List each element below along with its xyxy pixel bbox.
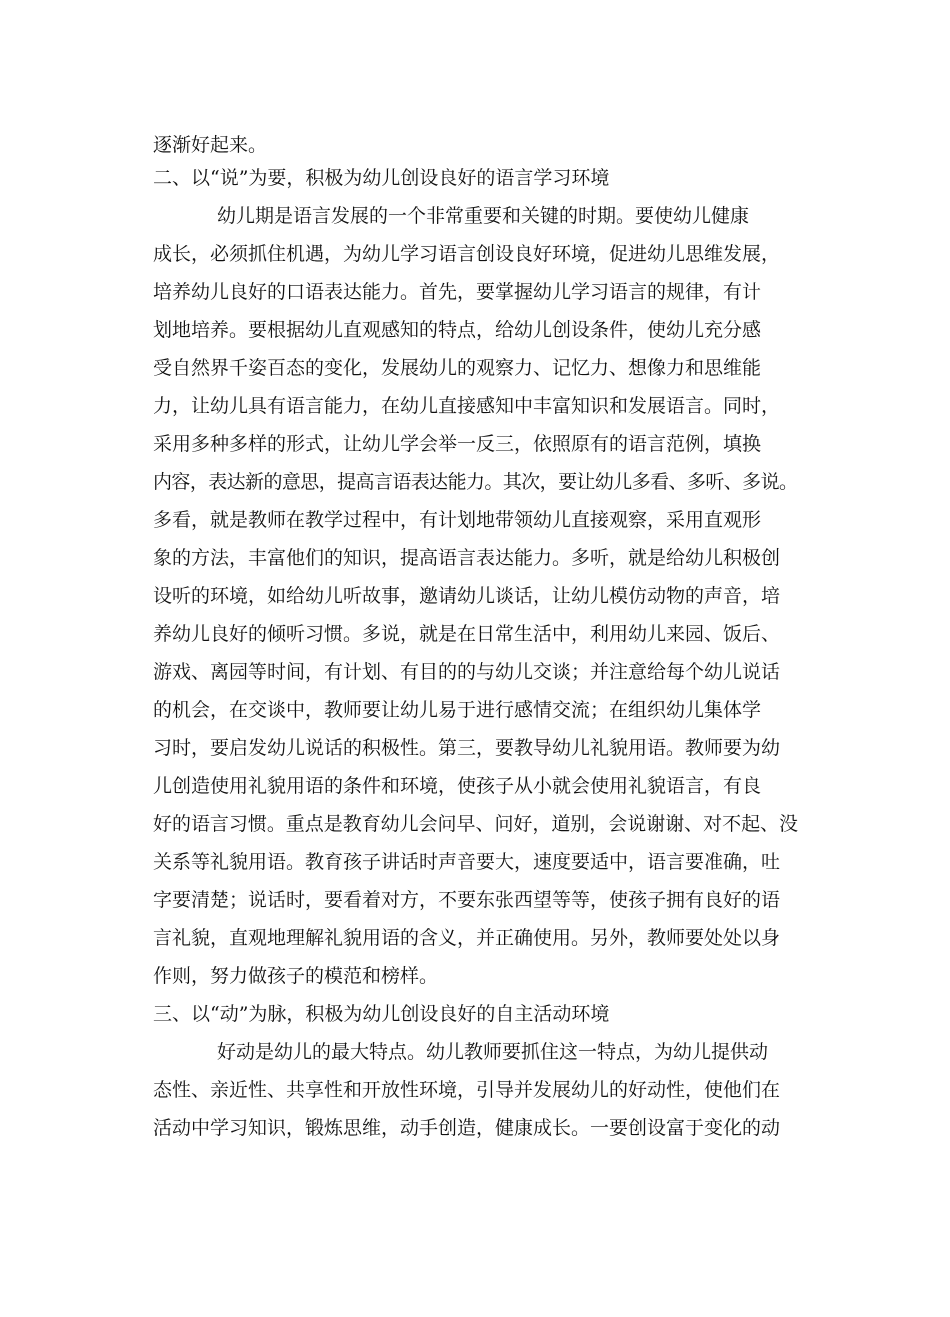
text-line: 养幼儿良好的倾听习惯。多说，就是在日常生活中，利用幼儿来园、饭后、 (153, 623, 781, 645)
text-line: 儿创造使用礼貌用语的条件和环境，使孩子从小就会使用礼貌语言，有良 (153, 775, 762, 797)
text-line: 活动中学习知识，锻炼思维，动手创造，健康成长。一要创设富于变化的动 (153, 1117, 781, 1139)
text-line: 游戏、离园等时间，有计划、有目的的与幼儿交谈；并注意给每个幼儿说话 (153, 661, 781, 683)
text-line: 好动是幼儿的最大特点。幼儿教师要抓住这一特点，为幼儿提供动 (217, 1041, 769, 1063)
text-line: 作则，努力做孩子的模范和榜样。 (153, 965, 439, 987)
section-heading: 二、以“说”为要，积极为幼儿创设良好的语言学习环境 (153, 167, 610, 189)
text-line: 的机会，在交谈中，教师要让幼儿易于进行感情交流；在组织幼儿集体学 (153, 699, 762, 721)
text-line: 习时，要启发幼儿说话的积极性。第三，要教导幼儿礼貌用语。教师要为幼 (153, 737, 781, 759)
text-line: 好的语言习惯。重点是教育幼儿会问早、问好，道别，会说谢谢、对不起、没 (153, 813, 798, 835)
text-line: 受自然界千姿百态的变化，发展幼儿的观察力、记忆力、想像力和思维能 (153, 357, 762, 379)
text-line: 划地培养。要根据幼儿直观感知的特点，给幼儿创设条件，使幼儿充分感 (153, 319, 762, 341)
text-line: 设听的环境，如给幼儿听故事，邀请幼儿谈话，让幼儿模仿动物的声音，培 (153, 585, 781, 607)
text-line: 多看，就是教师在教学过程中，有计划地带领幼儿直接观察，采用直观形 (153, 509, 762, 531)
text-line: 成长，必须抓住机遇，为幼儿学习语言创设良好环境，促进幼儿思维发展， (153, 243, 781, 265)
text-line: 字要清楚；说话时，要看着对方，不要东张西望等等，使孩子拥有良好的语 (153, 889, 781, 911)
text-line: 采用多种多样的形式，让幼儿学会举一反三，依照原有的语言范例，填换 (153, 433, 762, 455)
text-line: 幼儿期是语言发展的一个非常重要和关键的时期。要使幼儿健康 (217, 205, 750, 227)
text-line: 言礼貌，直观地理解礼貌用语的含义，并正确使用。另外，教师要处处以身 (153, 927, 781, 949)
text-line: 象的方法，丰富他们的知识，提高语言表达能力。多听，就是给幼儿积极创 (153, 547, 781, 569)
section-heading: 三、以“动”为脉，积极为幼儿创设良好的自主活动环境 (153, 1003, 610, 1025)
text-line: 态性、亲近性、共享性和开放性环境，引导并发展幼儿的好动性，使他们在 (153, 1079, 781, 1101)
text-line: 内容，表达新的意思，提高言语表达能力。其次，要让幼儿多看、多听、多说。 (153, 471, 798, 493)
text-line: 培养幼儿良好的口语表达能力。首先，要掌握幼儿学习语言的规律，有计 (153, 281, 762, 303)
text-line: 关系等礼貌用语。教育孩子讲话时声音要大，速度要适中，语言要准确，吐 (153, 851, 781, 873)
text-line: 逐渐好起来。 (153, 134, 268, 156)
text-line: 力，让幼儿具有语言能力，在幼儿直接感知中丰富知识和发展语言。同时， (153, 395, 781, 417)
